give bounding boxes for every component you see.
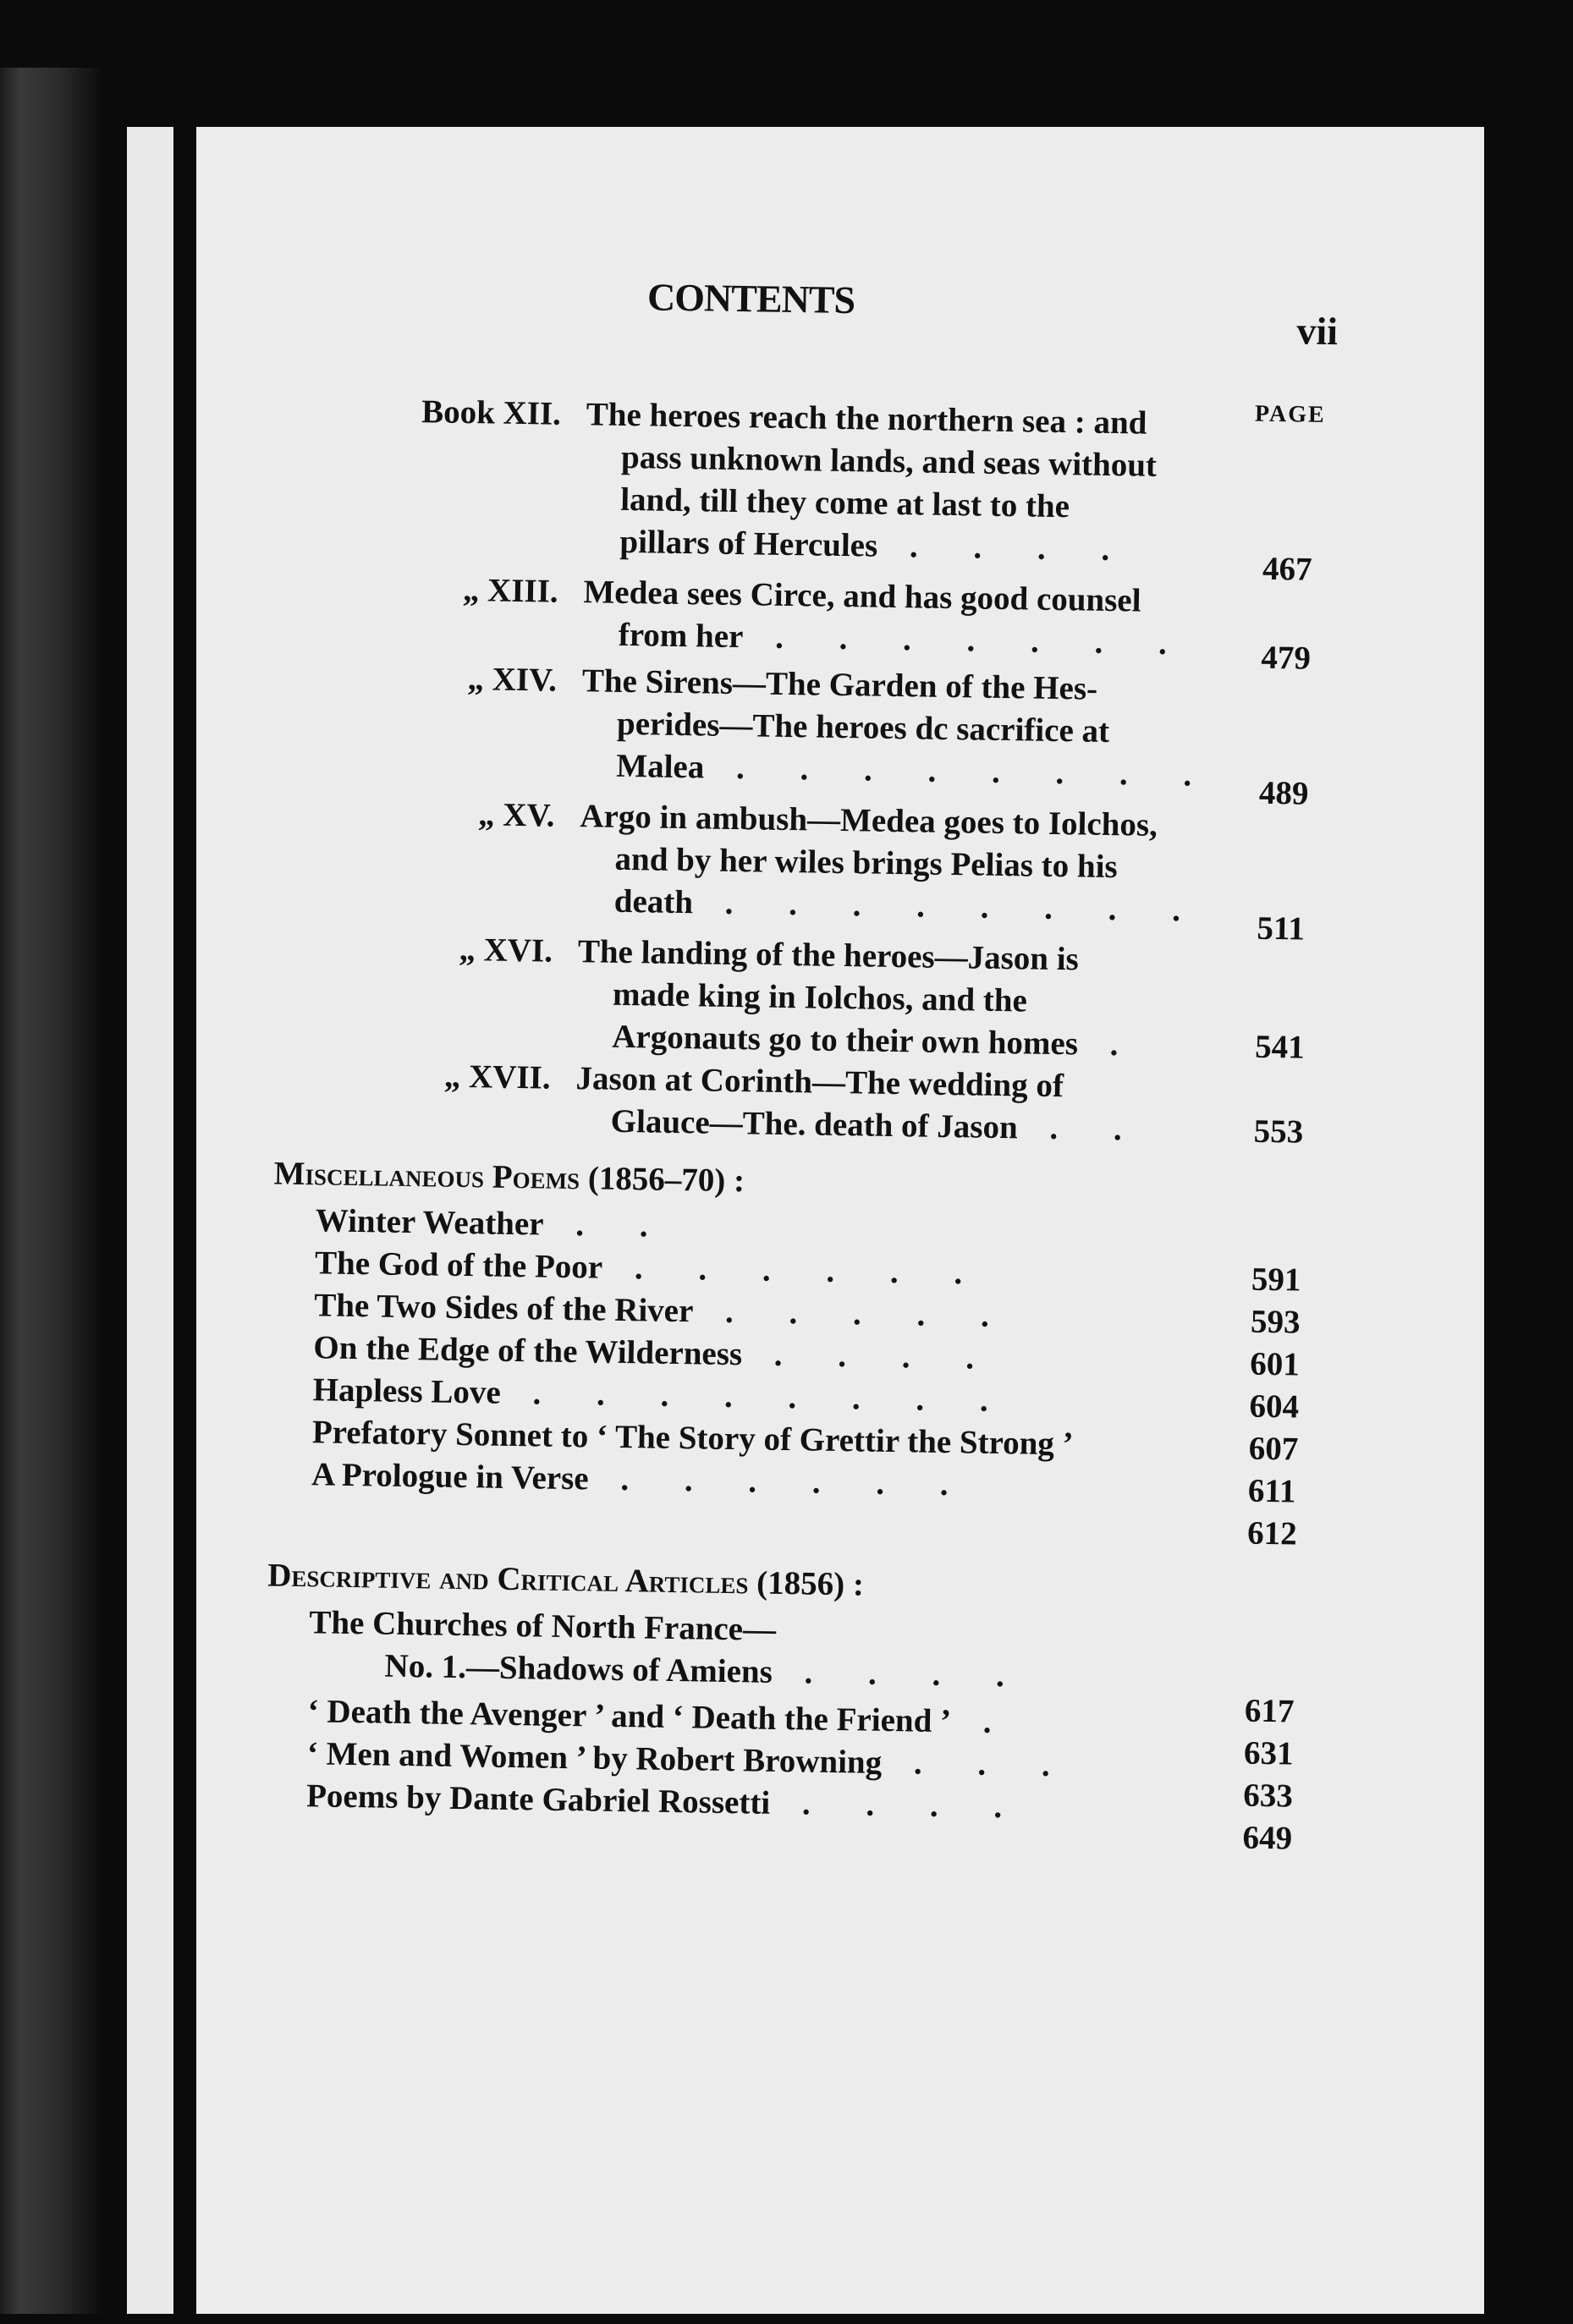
entry-line: pass unknown lands, and seas without (620, 438, 1158, 484)
scan-left-page-sliver (127, 127, 173, 2314)
toc-item (316, 1201, 672, 1245)
page-ref: 553 (1253, 1113, 1304, 1151)
page-ref: 649 (1242, 1819, 1293, 1857)
entry-text (584, 393, 1213, 573)
page-ref: 612 (1246, 1514, 1298, 1552)
dot-leader: . . . . . . . . (692, 884, 1205, 929)
dot-leader: . . . . (772, 1653, 1029, 1695)
scan-left-page-edge (0, 68, 102, 2314)
dot-leader: . . . . (877, 527, 1134, 569)
item-title: The God of the Poor (314, 1244, 603, 1286)
dot-leader: . . . . . . . . (500, 1374, 1013, 1420)
toc-item (315, 1244, 987, 1292)
entry-line: Medea sees Circe, and has good counsel (583, 574, 1141, 619)
dot-leader: . (950, 1703, 1015, 1741)
dot-leader: . . . . (769, 1784, 1026, 1826)
entry-line: The landing of the heroes—Jason is (577, 933, 1080, 978)
toc-item (309, 1603, 776, 1649)
entry-line-last (584, 520, 1211, 573)
page-ref: 593 (1250, 1303, 1301, 1341)
book-page (196, 127, 1484, 2314)
page-content (176, 117, 1498, 2324)
dot-leader: . . (1017, 1109, 1147, 1148)
toc-item (311, 1455, 972, 1503)
dot-leader: . . . . . . . (743, 618, 1191, 662)
entry-text (580, 660, 1216, 797)
toc-item (307, 1692, 1015, 1741)
entry-line-last (578, 880, 1205, 932)
book-label: „ XVI. (459, 931, 553, 970)
toc-item (384, 1647, 1028, 1695)
entry-text (578, 795, 1206, 932)
item-title: Poems by Dante Gabriel Rossetti (305, 1777, 771, 1821)
toc-item (306, 1777, 1026, 1826)
book-label: „ XVII. (443, 1058, 551, 1096)
entry-line: Argo in ambush—Medea goes to Iolchos, (580, 798, 1158, 843)
dot-leader: . . . . . . . . (703, 749, 1216, 794)
entry-line-text: death (613, 882, 694, 921)
page-ref: 633 (1242, 1777, 1294, 1815)
entry-line-text: pillars of Hercules (619, 523, 878, 564)
page-ref: 601 (1249, 1345, 1301, 1383)
page-ref: 617 (1244, 1692, 1295, 1730)
page-number: vii (1296, 309, 1339, 354)
dot-leader: . . . . . . (602, 1249, 987, 1292)
book-label: „ XIII. (462, 571, 558, 610)
page-ref: 591 (1251, 1261, 1301, 1299)
entry-line: Jason at Corinth—The wedding of (575, 1060, 1064, 1105)
entry-text (575, 1058, 1202, 1152)
page-ref: 467 (1262, 550, 1312, 588)
entry-line-text: Malea (616, 747, 705, 786)
page-ref: 541 (1254, 1028, 1306, 1066)
item-title: On the Edge of the Wilderness (313, 1329, 743, 1373)
section-heading-articles: Descriptive and Critical Articles (1856) : (267, 1557, 865, 1603)
page-ref: 611 (1247, 1472, 1296, 1510)
entry-text (582, 571, 1209, 666)
entry-text (576, 931, 1204, 1068)
item-title: The Churches of North France— (309, 1604, 777, 1648)
item-title: Winter Weather (315, 1202, 544, 1243)
entry-line: perides—The heroes dc sacrifice at (616, 705, 1110, 750)
entry-line-last (580, 744, 1216, 797)
page-ref: 479 (1261, 639, 1312, 677)
entry-line: The heroes reach the northern sea : and (586, 396, 1147, 442)
toc-item (313, 1328, 998, 1377)
dot-leader: . (1077, 1025, 1142, 1063)
entry-line-text: from her (618, 616, 744, 656)
page-ref: 511 (1257, 909, 1306, 948)
dot-leader: . . . . . (693, 1293, 1014, 1335)
entry-line-last (582, 613, 1209, 666)
page-ref: 631 (1243, 1734, 1294, 1772)
toc-item (312, 1371, 1012, 1420)
item-title: Prefatory Sonnet to ‘ The Story of Grettir the Strong ’ (311, 1414, 1074, 1463)
item-title: No. 1.—Shadows of Amiens (384, 1647, 773, 1690)
dot-leader: . . . . . . (588, 1460, 972, 1503)
dot-leader: . . . . (741, 1336, 998, 1376)
toc-item (312, 1413, 1074, 1463)
book-label: „ XIV. (467, 661, 558, 699)
entry-line-text: Glauce—The. death of Jason (610, 1102, 1019, 1146)
toc-item (307, 1734, 1074, 1784)
toc-item (314, 1286, 1013, 1335)
item-title: Hapless Love (312, 1371, 502, 1411)
book-label: Book XII. (421, 393, 562, 432)
page-ref: 604 (1249, 1387, 1300, 1426)
entry-line: land, till they come at last to the (619, 481, 1070, 525)
item-title: ‘ Death the Avenger ’ and ‘ Death the Friend ’ (307, 1693, 952, 1740)
book-label: „ XV. (477, 796, 555, 834)
entry-line-text: Argonauts go to their own homes (611, 1018, 1079, 1063)
page-column-label: PAGE (1254, 400, 1326, 428)
entry-line: and by her wiles brings Pelias to his (614, 840, 1119, 886)
dot-leader: . . (543, 1206, 672, 1244)
item-title: ‘ Men and Women ’ by Robert Browning (306, 1735, 883, 1781)
entry-line: The Sirens—The Garden of the Hes- (581, 662, 1098, 707)
dot-leader: . . . (881, 1744, 1075, 1784)
running-head: CONTENTS (646, 275, 855, 322)
page-ref: 607 (1248, 1430, 1299, 1468)
item-title: The Two Sides of the River (313, 1287, 694, 1330)
entry-line-last (575, 1100, 1202, 1152)
section-heading-miscellaneous: Miscellaneous Poems (1856–70) : (273, 1155, 745, 1200)
page-ref: 489 (1258, 774, 1309, 812)
item-title: A Prologue in Verse (311, 1456, 589, 1497)
entry-line: made king in Iolchos, and the (612, 975, 1028, 1019)
